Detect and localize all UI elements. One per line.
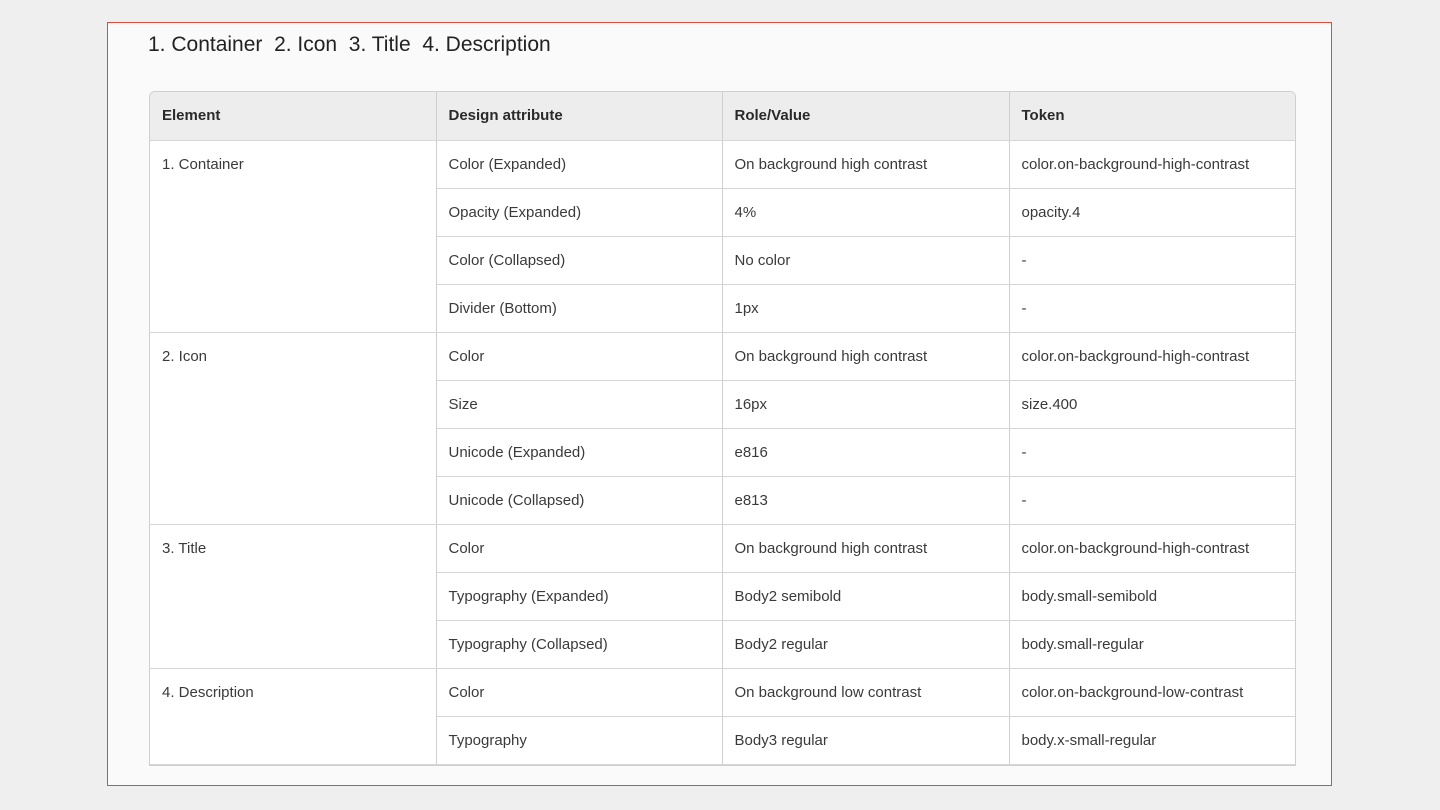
token-cell: body.small-semibold (1009, 572, 1295, 620)
design-attribute-cell: Color (436, 524, 722, 572)
token-cell: - (1009, 284, 1295, 332)
table-row (150, 668, 1295, 716)
header-role-value: Role/Value (722, 92, 1009, 140)
design-attribute-cell: Divider (Bottom) (436, 284, 722, 332)
token-cell: color.on-background-high-contrast (1009, 332, 1295, 380)
design-attribute-cell: Opacity (Expanded) (436, 188, 722, 236)
token-cell: color.on-background-high-contrast (1009, 140, 1295, 188)
token-cell: body.x-small-regular (1009, 716, 1295, 764)
role-value-cell: 1px (722, 284, 1009, 332)
header-element: Element (150, 92, 436, 140)
token-cell: opacity.4 (1009, 188, 1295, 236)
role-value-cell: e813 (722, 476, 1009, 524)
role-value-cell: On background high contrast (722, 332, 1009, 380)
design-attribute-cell: Typography (Expanded) (436, 572, 722, 620)
table-header-row (150, 92, 1295, 140)
header-design-attribute: Design attribute (436, 92, 722, 140)
token-cell: color.on-background-low-contrast (1009, 668, 1295, 716)
role-value-cell: Body2 semibold (722, 572, 1009, 620)
role-value-cell: 4% (722, 188, 1009, 236)
element-cell-2-icon: 2. Icon (150, 332, 436, 524)
table-row (150, 140, 1295, 188)
role-value-cell: On background high contrast (722, 524, 1009, 572)
element-cell-1-container: 1. Container (150, 140, 436, 332)
token-cell: - (1009, 428, 1295, 476)
role-value-cell: Body2 regular (722, 620, 1009, 668)
design-attribute-cell: Size (436, 380, 722, 428)
token-cell: - (1009, 476, 1295, 524)
table-row (150, 332, 1295, 380)
token-cell: body.small-regular (1009, 620, 1295, 668)
token-cell: - (1009, 236, 1295, 284)
header-token: Token (1009, 92, 1295, 140)
design-attribute-cell: Color (Expanded) (436, 140, 722, 188)
role-value-cell: Body3 regular (722, 716, 1009, 764)
element-cell-3-title: 3. Title (150, 524, 436, 668)
role-value-cell: On background low contrast (722, 668, 1009, 716)
token-cell: color.on-background-high-contrast (1009, 524, 1295, 572)
role-value-cell: On background high contrast (722, 140, 1009, 188)
token-cell: size.400 (1009, 380, 1295, 428)
spec-table-container (149, 91, 1296, 766)
role-value-cell: 16px (722, 380, 1009, 428)
design-attribute-cell: Color (Collapsed) (436, 236, 722, 284)
table-body (150, 140, 1295, 764)
design-attribute-cell: Unicode (Collapsed) (436, 476, 722, 524)
design-attribute-cell: Typography (Collapsed) (436, 620, 722, 668)
design-attribute-cell: Color (436, 332, 722, 380)
anatomy-legend: 1. Container 2. Icon 3. Title 4. Description (148, 33, 551, 56)
design-attribute-cell: Typography (436, 716, 722, 764)
element-cell-4-description: 4. Description (150, 668, 436, 764)
design-attribute-cell: Color (436, 668, 722, 716)
design-attribute-cell: Unicode (Expanded) (436, 428, 722, 476)
table-row (150, 524, 1295, 572)
spec-frame (107, 22, 1332, 786)
spec-table (150, 92, 1295, 765)
role-value-cell: No color (722, 236, 1009, 284)
role-value-cell: e816 (722, 428, 1009, 476)
table-header (150, 92, 1295, 140)
